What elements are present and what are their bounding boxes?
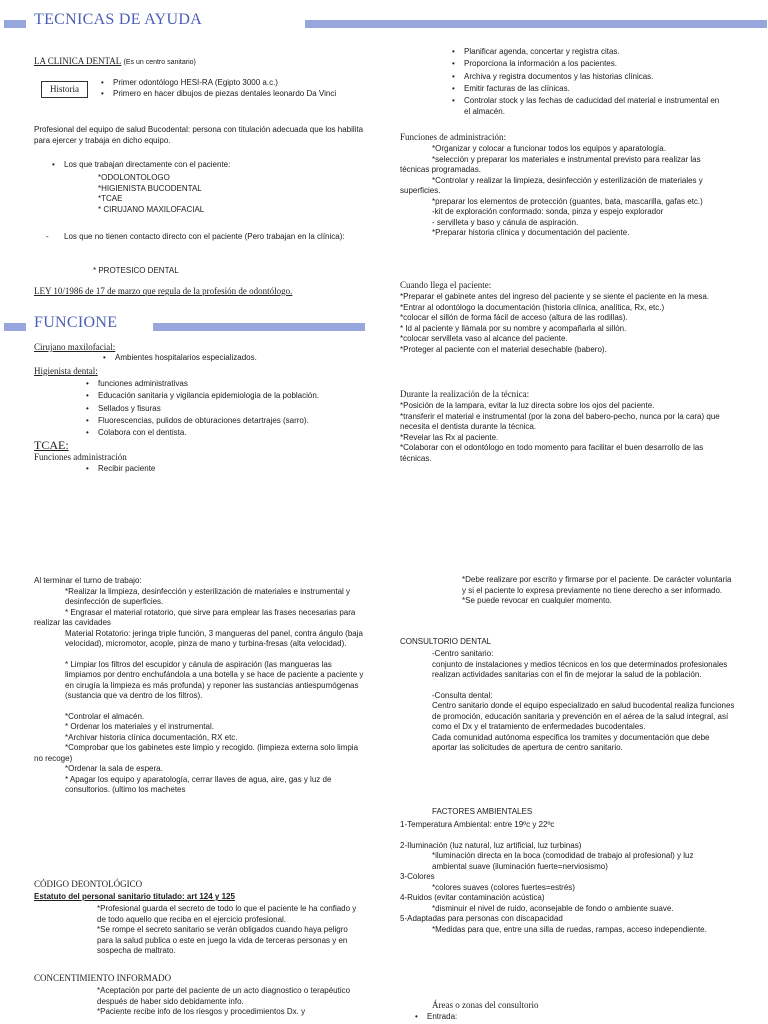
list-item: • Proporciona la información a los pacientes. (452, 58, 722, 70)
factor-line: 5-Adaptadas para personas con discapacidad (400, 914, 563, 923)
estatuto-line: Estatuto del personal sanitario titulado: art 124 y 125 (34, 892, 235, 901)
admin-block (400, 144, 730, 239)
terminar-line: * Ordenar los materiales y el instrumental. (65, 722, 214, 731)
codigo-line: *Profesional guarda el secreto de todo lo que el paciente le ha confiado y de todo aquello que reciba en el ejercicio profesional. (97, 904, 357, 924)
factor-line: *colores suaves (colores fuertes=estrés) (432, 882, 575, 892)
page-title: TECNICAS DE AYUDA (34, 11, 203, 28)
llega-line: *colocar servilleta vaso al alcance del paciente. (400, 334, 568, 343)
terminar-line: * Apagar los equipo y aparatología, cerrar llaves de agua, aire, gas y luz de consultorios. (ultimo los machetes (65, 774, 332, 794)
terminar-line: Material Rotatorio: jeringa triple función, 3 mangueras del panel, contra ángulo (baja velocidad), micromotor, acople, pinza de mano y turbina-fresas (alta velocidad). (65, 628, 363, 648)
admin-line: - servilleta y baso y cánula de aspiración. (432, 217, 579, 227)
consent-block (97, 986, 359, 1018)
list-item: • Planificar agenda, concertar y registra citas. (452, 46, 722, 58)
funcione-accent-bar-right (153, 323, 365, 331)
higienista-list (86, 378, 366, 439)
list-item: • Sellados y fisuras (86, 403, 366, 415)
tcae-heading: TCAE: (34, 438, 69, 452)
terminar-line: *Comprobar que los gabinetes este limpio y recogido. (limpieza externa solo limpia no recoge) (34, 743, 359, 763)
terminar-heading: Al terminar el turno de trabajo: (34, 576, 142, 585)
admin-line: *preparar los elementos de protección (guantes, bata, mascarilla, gafas etc.) (432, 196, 703, 206)
durante-line: *transferir el material e instrumental (por la zona del babero-pecho, nunca por la cara) que necesita el dentista durante la técnica. (400, 411, 720, 431)
title-accent-bar-left (4, 20, 26, 28)
llega-heading: Cuando llega el paciente: (400, 280, 492, 290)
no-contacto-label: Los que no tienen contacto directo con el paciente (Pero trabajan en la clínica): (64, 232, 345, 241)
consent-heading: CONCENTIMIENTO INFORMADO (34, 973, 172, 983)
title-accent-bar-right (305, 20, 767, 28)
llega-line: *Entrar al odontólogo la documentación (historia clínica, analítica, Rx, etc.) (400, 302, 665, 312)
list-item: • Ambientes hospitalarios especializados. (103, 353, 363, 364)
admin-line: *selección y preparar los materiales e instrumental previsto para realizar las técnicas programadas. (400, 154, 701, 174)
profesional-text: Profesional del equipo de salud Bucodental: persona con titulación adecuada que los habilita para ejercer y trabaja en dicho equipo. (34, 125, 364, 145)
funcione-title: FUNCIONE (34, 314, 118, 331)
funcione-accent-bar-left (4, 323, 26, 331)
areas-heading: Áreas o zonas del consultorio (432, 1000, 539, 1010)
factor-line: *iluminación directa en la boca (comodidad de trabajo al profesional) y luz ambiental suave (iluminación fuerte=nerviosismo) (432, 851, 694, 871)
clinica-heading-row (34, 56, 394, 69)
terminar-block (34, 576, 364, 796)
terminar-line: *Controlar el almacén. (65, 711, 145, 721)
durante-line: *Colaborar con el odontólogo en todo momento para facilitar el buen desarrollo de las técnicas. (400, 443, 704, 463)
codigo-heading: CÓDIGO DEONTOLÓGICO (34, 879, 143, 889)
factores-block (400, 820, 725, 935)
list-item: • Colabora con el dentista. (86, 427, 366, 439)
right-bullets (452, 46, 722, 117)
admin-line: *Preparar historia clínica y documentación del paciente. (432, 228, 630, 237)
list-item: • Fluorescencias, pulidos de obturaciones detartrajes (sarro). (86, 415, 366, 427)
tcae-list (86, 464, 286, 475)
factor-line: 2-Iluminación (luz natural, luz artificial, luz turbinas) (400, 840, 582, 850)
centro-text: conjunto de instalaciones y medios técnicos en los que determinados profesionales realizan actividades sanitarias con el fin de mejorar la salud de la población. (432, 659, 728, 679)
codigo-block (97, 904, 362, 957)
durante-heading: Durante la realización de la técnica: (400, 389, 530, 399)
llega-block (400, 292, 730, 355)
durante-line: *Revelar las Rx al paciente. (400, 432, 499, 442)
terminar-line: *Ordenar la sala de espera. (65, 764, 163, 773)
list-item: *ODOLONTOLOGO (98, 173, 170, 182)
list-item: • Educación sanitaria y vigilancia epidemiologia de la población. (86, 390, 366, 402)
llega-line: *colocar el sillón de forma fácil de acceso (altura de las rodillas). (400, 313, 628, 322)
list-item: • Emitir facturas de las clínicas. (452, 83, 722, 95)
terminar-line: * Engrasar el material rotatorio, que sirve para emplear las frases necesarias para realizar las cavidades (34, 607, 356, 627)
cirujano-list (103, 353, 363, 364)
consulta-text: Centro sanitario donde el equipo especializado en salud bucodental realiza funciones de promoción, educación sanitaria y prevención en el aérea de la salud integral, así como el Dx y el tratamiento de enfermedades bucodentales. (432, 701, 735, 731)
ley-line: LEY 10/1986 de 17 de marzo que regula de la profesión de odontólogo. (34, 286, 293, 296)
consent-line: *Paciente recibe info de los riesgos y procedimientos Dx. y (97, 1007, 306, 1016)
areas-list (415, 1012, 615, 1023)
llega-line: *Proteger al paciente con el material desechable (babero). (400, 344, 607, 354)
list-item: • Primer odontólogo HESI-RA (Egipto 3000 a.c.) (101, 78, 363, 89)
terminar-line: *Realizar la limpieza, desinfección y esterilización de materiales e instrumental y desinfección de superficies. (65, 586, 351, 606)
consultorio-heading: CONSULTORIO DENTAL (400, 637, 492, 646)
llega-line: * Id al paciente y llámala por su nombre y acompañarla al sillón. (400, 323, 627, 333)
clinica-heading: LA CLINICA DENTAL (34, 56, 122, 66)
llega-line: *Preparar el gabinete antes del ingreso del paciente y se siente el paciente en la mesa. (400, 292, 710, 301)
terminar-line: * Limpiar los filtros del escupidor y cánula de aspiración (las mangueras las limpiamos por dentro enchufándola a una botella y se hace de paciente a paciente y en cirugía la limpieza es más profunda) y reponer las sustancias antiespumógenas (sustancia que va dentro de los filtros). (65, 659, 364, 700)
durante-line: *Posición de la lampara, evitar la luz directa sobre los ojos del paciente. (400, 401, 655, 410)
consulta-heading: -Consulta dental: (432, 690, 493, 700)
comunidad-text: Cada comunidad autónoma especifica los tramites y documentación que debe aportar las solicitudes de apertura de centro sanitario. (432, 732, 710, 752)
list-item: • Entrada: (415, 1012, 615, 1023)
factor-line: 1-Temperatura Ambiental: entre 19ºc y 22ºc (400, 820, 555, 829)
list-item: *HIGIENISTA BUCODENTAL (98, 183, 202, 193)
list-item: • Primero en hacer dibujos de piezas dentales leonardo Da Vinci (101, 89, 363, 100)
factores-heading: FACTORES AMBIENTALES (432, 807, 533, 816)
funciones-admin-label: Funciones administración (34, 452, 127, 462)
cirujano-heading: Cirujano maxilofacial: (34, 342, 116, 352)
consent-line: *Aceptación por parte del paciente de un acto diagnostico o terapéutico después de haber sido debidamente info. (97, 986, 351, 1006)
admin-line: *Organizar y colocar a funcionar todos los equipos y aparatología. (432, 144, 666, 153)
contacto-directo-list (52, 160, 372, 171)
no-contacto-row: - Los que no tienen contacto directo con el paciente (Pero trabajan en la clínica): (46, 232, 345, 241)
factor-line: *Medidas para que, entre una silla de ruedas, rampas, acceso independiente. (432, 924, 707, 934)
list-item: • Controlar stock y las fechas de caducidad del material e instrumental en el almacén. (452, 95, 722, 117)
codigo-line: *Se rompe el secreto sanitario se verán obligados cuando haya peligro para la salud publica o este en juego la vida de terceras personas y en sospecha de maltrato. (97, 925, 348, 955)
protesico-item: * PROTESICO DENTAL (93, 266, 179, 275)
escrito-line: *Se puede revocar en cualquier momento. (462, 596, 612, 605)
factor-line: 3-Colores (400, 872, 435, 881)
factor-line: 4-Ruidos (evitar contaminación acústica) (400, 893, 545, 902)
consultorio-block (432, 649, 737, 754)
list-item: • Recibir paciente (86, 464, 286, 475)
admin-heading: Funciones de administración: (400, 132, 506, 142)
list-item: • funciones administrativas (86, 378, 366, 390)
escrito-line: *Debe realizare por escrito y firmarse por el paciente. De carácter voluntaria y si el paciente lo expresa previamente no tiene derecho a ser informado. (462, 575, 732, 595)
factor-line: *disminuir el nivel de ruido, aconsejable de fondo o ambiente suave. (432, 903, 674, 913)
contacto-roles (98, 173, 204, 215)
admin-line: *Controlar y realizar la limpieza, desinfección y esterilización de materiales y superficies. (400, 175, 703, 195)
list-item: • Archiva y registra documentos y las historias clínicas. (452, 71, 722, 83)
higienista-heading: Higienista dental: (34, 366, 98, 376)
historia-list (101, 78, 363, 99)
clinica-note: (Es un centro sanitario) (123, 59, 196, 66)
list-item: * CIRUJANO MAXILOFACIAL (98, 204, 205, 214)
centro-heading: -Centro sanitario: (432, 649, 494, 658)
historia-box: Historia (41, 81, 88, 98)
list-item: *TCAE (98, 194, 123, 203)
terminar-line: *Archivar historia clínica documentación, RX etc. (65, 732, 238, 742)
admin-line: -kit de exploración conformado: sonda, pinza y espejo explorador (432, 207, 664, 216)
escrito-block (462, 575, 737, 607)
durante-block (400, 401, 730, 464)
contacto-directo-label: • Los que trabajan directamente con el paciente: (52, 160, 372, 171)
